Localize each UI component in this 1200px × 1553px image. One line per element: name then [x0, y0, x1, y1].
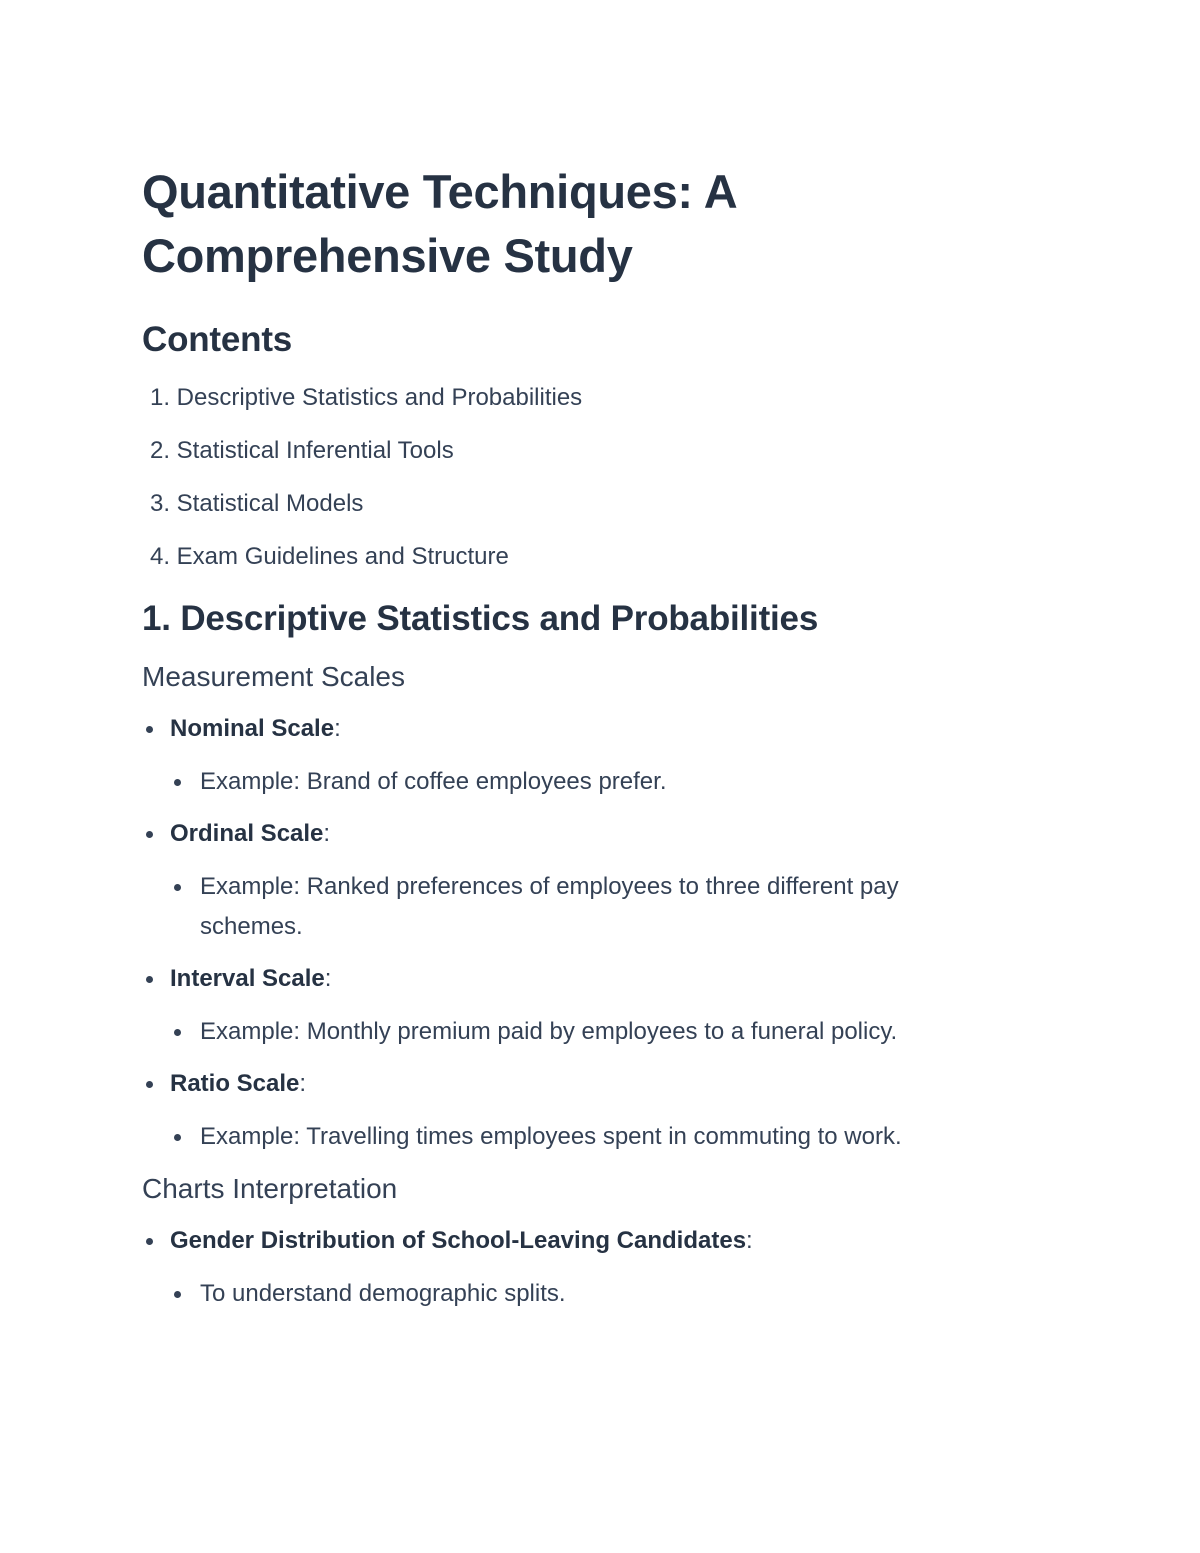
- bullet-icon: [174, 1029, 181, 1036]
- document-title: Quantitative Techniques: A Comprehensive Study: [142, 165, 736, 282]
- scale-example: Example: Monthly premium paid by employees to a funeral policy.: [200, 1018, 898, 1045]
- document-page: [142, 160, 1042, 1314]
- term-colon: :: [323, 820, 331, 847]
- list-item: [142, 1064, 1042, 1157]
- list-item: [142, 709, 1042, 802]
- list-item: [142, 959, 1042, 1052]
- list-item: [170, 1274, 1042, 1314]
- toc-number: 1.: [149, 384, 170, 411]
- list-item: [170, 762, 1042, 802]
- measurement-scales-list: [142, 709, 1042, 1157]
- toc-item[interactable]: [142, 488, 1042, 520]
- sub-list: [170, 867, 1042, 947]
- list-item: [170, 867, 980, 947]
- bullet-icon: [174, 1291, 181, 1298]
- bullet-icon: [174, 884, 181, 891]
- term-colon: :: [324, 965, 332, 992]
- toc-number: 2.: [149, 437, 170, 464]
- scale-example: Example: Travelling times employees spent in commuting to work.: [200, 1123, 902, 1150]
- scale-example: Example: Brand of coffee employees prefer.: [200, 768, 667, 795]
- contents-heading: Contents: [142, 320, 293, 359]
- scale-term: Nominal Scale: [170, 715, 335, 742]
- toc-number: 4.: [149, 543, 170, 570]
- toc-label: Exam Guidelines and Structure: [176, 543, 509, 570]
- table-of-contents: [142, 382, 1042, 573]
- bullet-icon: [146, 1081, 153, 1088]
- sub-list: [170, 762, 1042, 802]
- bullet-icon: [174, 1134, 181, 1141]
- toc-item[interactable]: [142, 382, 1042, 414]
- sub-list: [170, 1274, 1042, 1314]
- scale-term: Ratio Scale: [170, 1070, 300, 1097]
- bullet-icon: [174, 779, 181, 786]
- sub-list: [170, 1012, 1042, 1052]
- scale-term: Interval Scale: [170, 965, 325, 992]
- list-item: [142, 814, 1042, 947]
- toc-item[interactable]: [142, 435, 1042, 467]
- subheading-charts-interpretation: Charts Interpretation: [142, 1173, 398, 1204]
- list-item: [170, 1117, 1042, 1157]
- toc-item[interactable]: [142, 541, 1042, 573]
- chart-term: Gender Distribution of School-Leaving Candidates: [170, 1227, 747, 1254]
- toc-label: Statistical Inferential Tools: [176, 437, 454, 464]
- section-heading-descriptive-statistics: 1. Descriptive Statistics and Probabilities: [142, 599, 819, 638]
- chart-detail: To understand demographic splits.: [200, 1280, 566, 1307]
- charts-interpretation-list: [142, 1221, 1042, 1314]
- bullet-icon: [146, 726, 153, 733]
- sub-list: [170, 1117, 1042, 1157]
- bullet-icon: [146, 976, 153, 983]
- toc-label: Statistical Models: [176, 490, 364, 517]
- list-item: [142, 1221, 1042, 1314]
- toc-label: Descriptive Statistics and Probabilities: [176, 384, 583, 411]
- term-colon: :: [746, 1227, 753, 1254]
- toc-number: 3.: [149, 490, 170, 517]
- bullet-icon: [146, 831, 153, 838]
- scale-term: Ordinal Scale: [170, 820, 324, 847]
- subheading-measurement-scales: Measurement Scales: [142, 661, 406, 692]
- list-item: [170, 1012, 1042, 1052]
- scale-example: Example: Ranked preferences of employees to three different pay schemes.: [200, 873, 899, 940]
- term-colon: :: [334, 715, 341, 742]
- bullet-icon: [146, 1238, 153, 1245]
- term-colon: :: [299, 1070, 307, 1097]
